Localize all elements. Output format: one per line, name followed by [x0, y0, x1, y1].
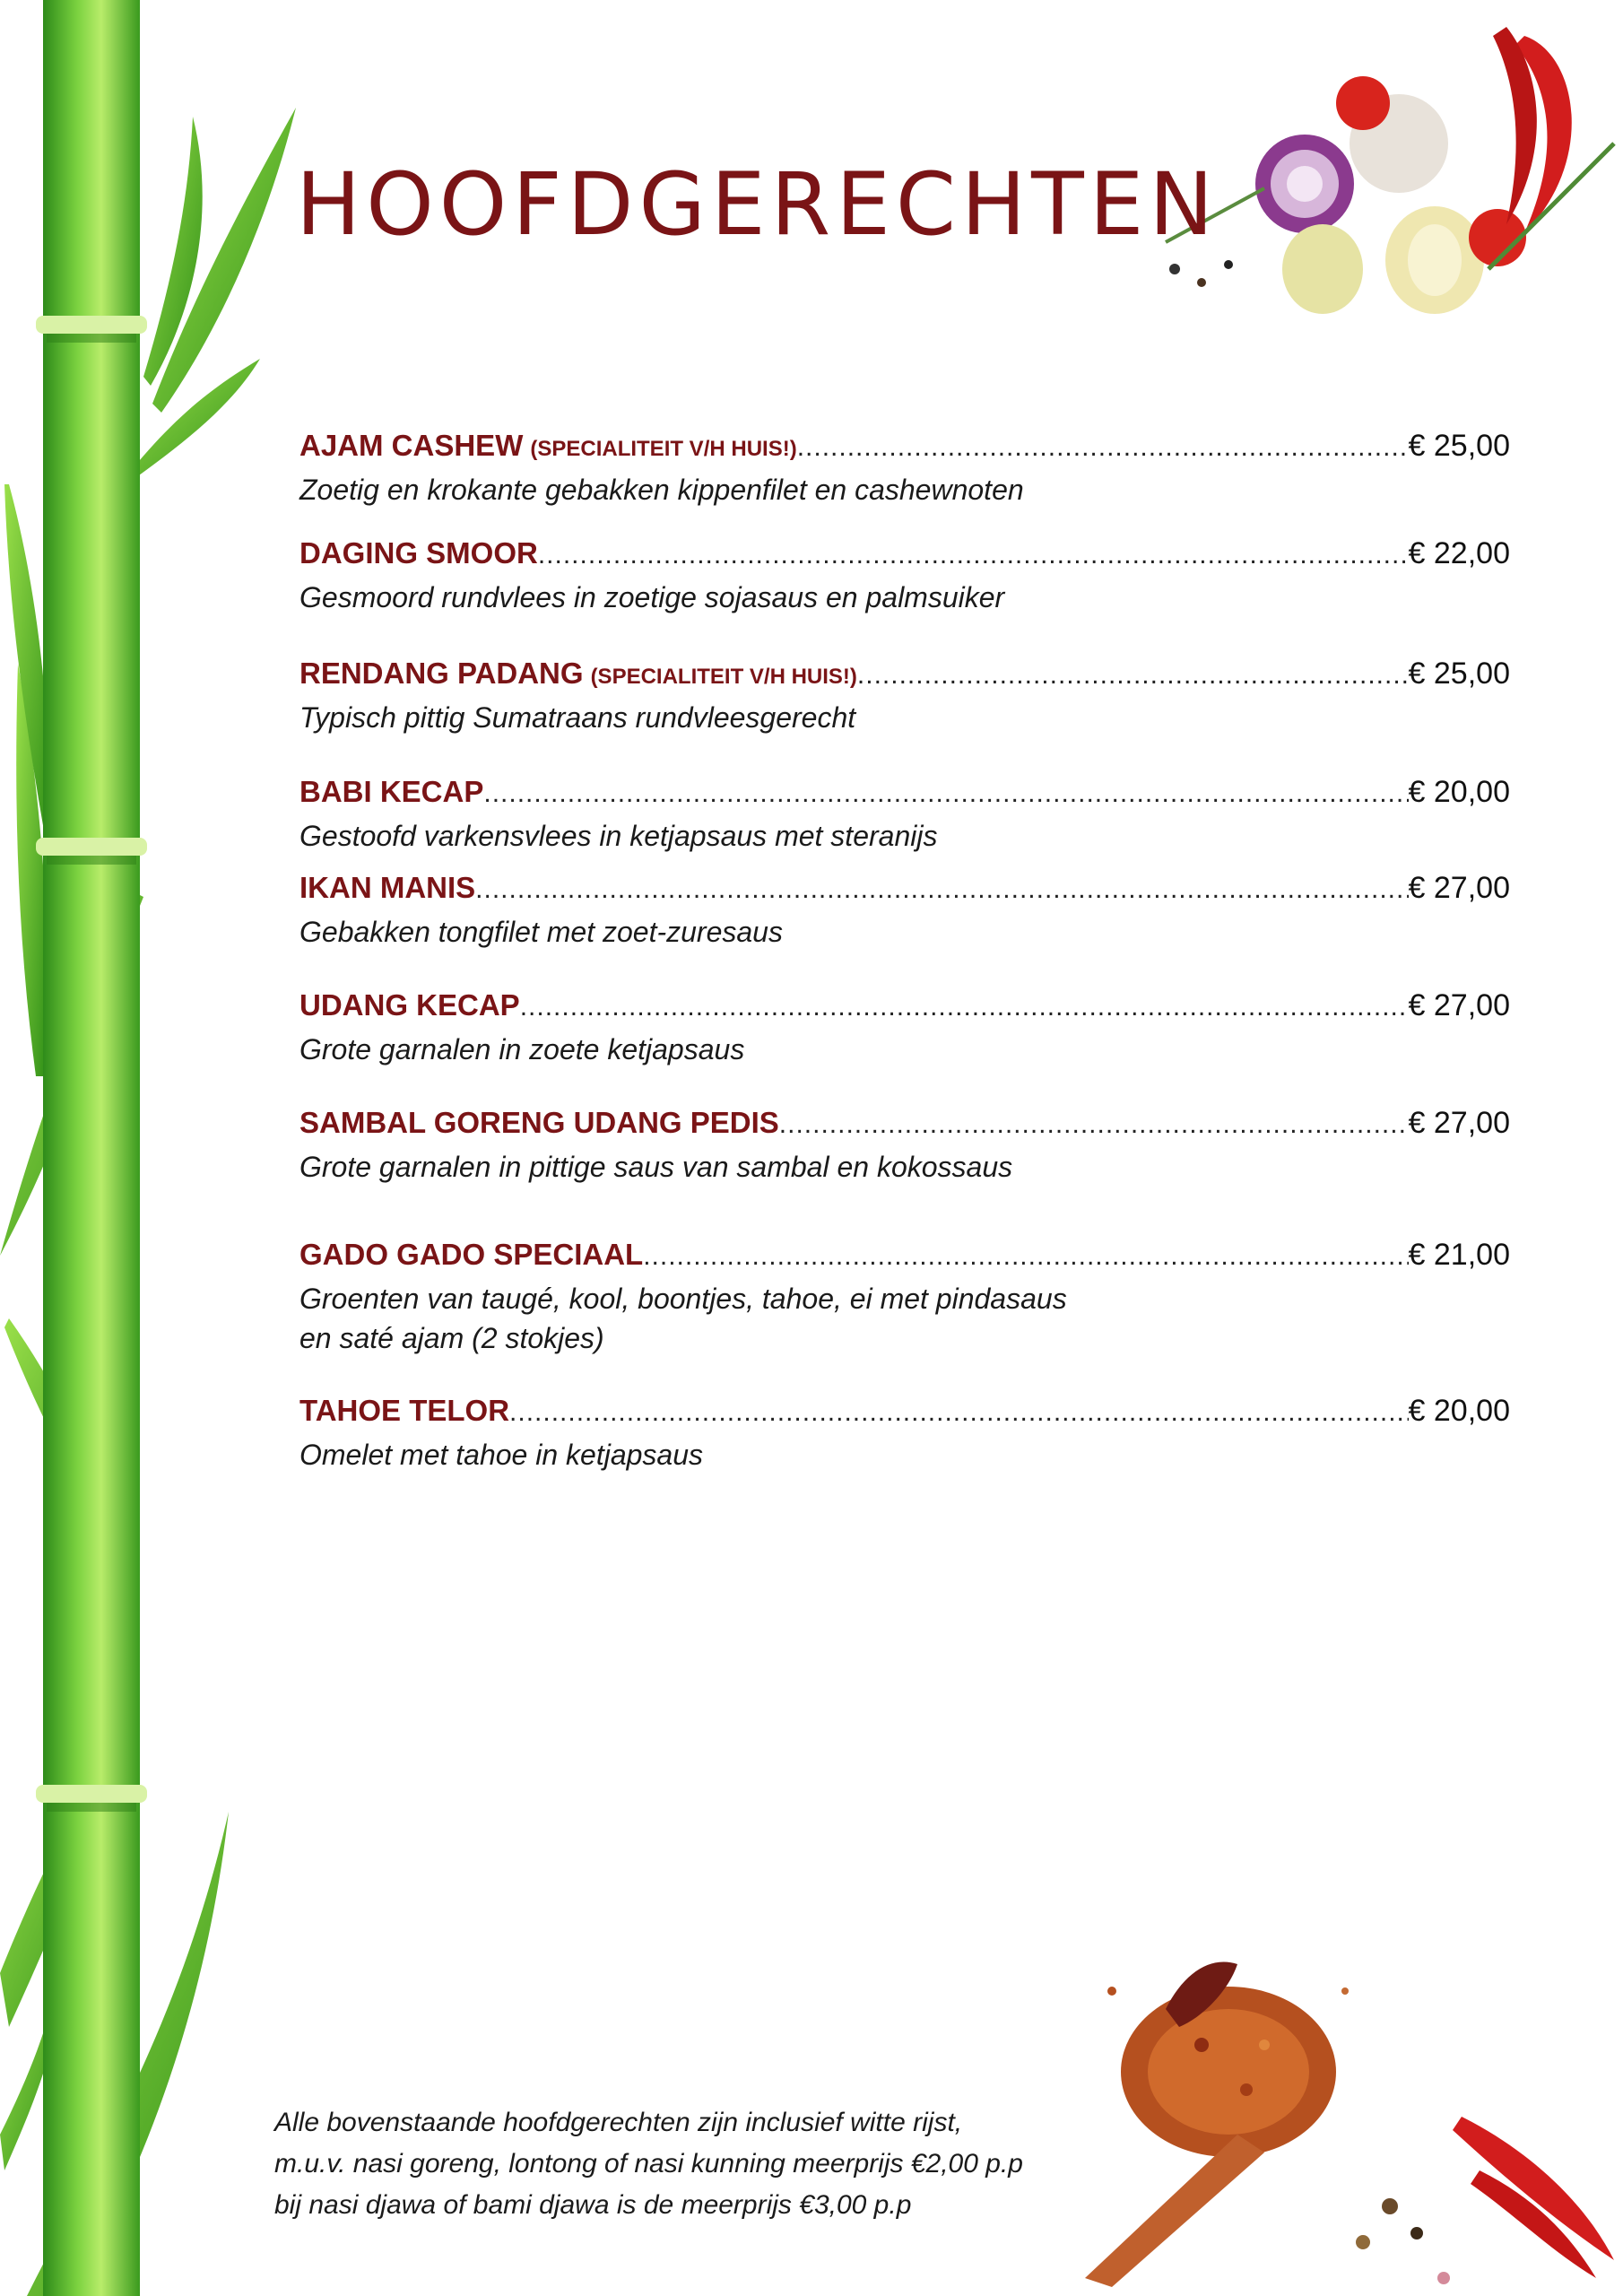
menu-item [299, 988, 1510, 1069]
menu-item [299, 871, 1510, 952]
dish-description-cont: en saté ajam (2 stokjes) [299, 1322, 604, 1354]
dish-description: Gestoofd varkensvlees in ketjapsaus met steranijs [299, 820, 938, 852]
dish-name: GADO GADO SPECIAAL [299, 1238, 644, 1271]
dish-price: € 20,00 [1408, 1394, 1510, 1428]
bamboo-illustration [0, 0, 305, 2296]
dot-leader [643, 1241, 1408, 1272]
dish-price: € 20,00 [1408, 775, 1510, 809]
menu-item [299, 429, 1510, 509]
dish-description: Groenten van taugé, kool, boontjes, tahoe, ei met pindasaus [299, 1283, 1067, 1315]
dot-leader [520, 992, 1409, 1022]
menu-item [299, 1238, 1510, 1358]
specialty-tag: (SPECIALITEIT V/H HUIS!) [590, 665, 857, 689]
dish-name: DAGING SMOOR [299, 536, 538, 570]
footer-note [274, 2102, 1081, 2226]
dot-leader [538, 540, 1409, 570]
menu-item [299, 775, 1510, 856]
page-title: HOOFDGERECHTEN [296, 154, 1219, 255]
specialty-tag: (SPECIALITEIT V/H HUIS!) [530, 437, 797, 461]
dot-leader [483, 778, 1408, 809]
menu-item [299, 657, 1510, 737]
dish-price: € 25,00 [1408, 429, 1510, 463]
menu-item [299, 1394, 1510, 1474]
dish-name: SAMBAL GORENG UDANG PEDIS [299, 1106, 779, 1139]
dot-leader [779, 1109, 1409, 1140]
dot-leader [509, 1397, 1409, 1428]
footer-line: Alle bovenstaande hoofdgerechten zijn inclusief witte rijst, [274, 2108, 963, 2137]
dish-name: IKAN MANIS [299, 871, 476, 904]
spices-illustration [1031, 1937, 1623, 2296]
dish-price: € 21,00 [1408, 1238, 1510, 1272]
dish-description: Gesmoord rundvlees in zoetige sojasaus en palmsuiker [299, 581, 1005, 613]
dot-leader [857, 660, 1409, 691]
dish-description: Grote garnalen in pittige saus van sambal en kokossaus [299, 1151, 1013, 1183]
dish-name: RENDANG PADANG [299, 657, 584, 690]
dish-description: Typisch pittig Sumatraans rundvleesgerecht [299, 701, 856, 734]
dish-price: € 27,00 [1408, 1106, 1510, 1140]
menu-item [299, 536, 1510, 617]
dot-leader [475, 874, 1408, 905]
menu-item [299, 1106, 1510, 1187]
footer-line: bij nasi djawa of bami djawa is de meerprijs €3,00 p.p [274, 2190, 912, 2220]
dish-name: TAHOE TELOR [299, 1394, 510, 1427]
footer-line: m.u.v. nasi goreng, lontong of nasi kunning meerprijs €2,00 p.p [274, 2149, 1023, 2179]
dish-price: € 27,00 [1408, 871, 1510, 905]
dish-name: UDANG KECAP [299, 988, 520, 1022]
dish-description: Omelet met tahoe in ketjapsaus [299, 1439, 704, 1471]
dish-description: Gebakken tongfilet met zoet-zuresaus [299, 916, 783, 948]
dish-name: BABI KECAP [299, 775, 484, 808]
dish-price: € 27,00 [1408, 988, 1510, 1022]
dish-description: Grote garnalen in zoete ketjapsaus [299, 1033, 745, 1065]
dish-price: € 22,00 [1408, 536, 1510, 570]
dish-name: AJAM CASHEW [299, 429, 524, 462]
dish-price: € 25,00 [1408, 657, 1510, 691]
dish-description: Zoetig en krokante gebakken kippenfilet en cashewnoten [299, 474, 1024, 506]
dot-leader [797, 432, 1409, 463]
